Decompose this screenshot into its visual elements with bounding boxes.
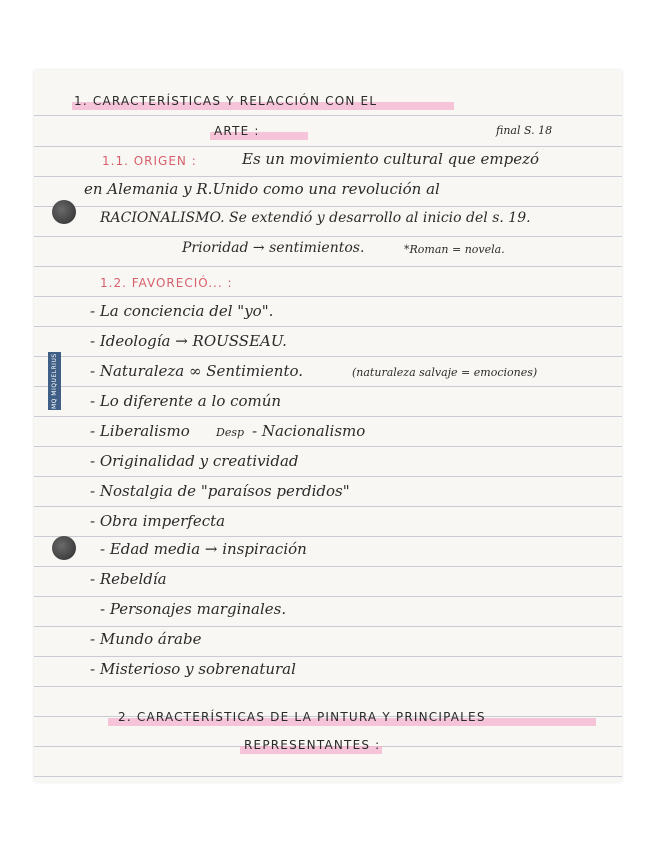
list-item: - Lo diferente a lo común <box>90 392 282 410</box>
binder-hole <box>52 536 76 560</box>
list-item: - Originalidad y creatividad <box>90 452 299 470</box>
naturaleza-note: (naturaleza salvaje = emociones) <box>352 366 538 379</box>
list-item: - Misterioso y sobrenatural <box>90 660 296 678</box>
list-item: - Nacionalismo <box>252 422 366 440</box>
section2-title: 2. CARACTERÍSTICAS DE LA PINTURA Y PRINCIPALES <box>118 710 486 724</box>
list-item: - Mundo árabe <box>90 630 202 648</box>
origin-text: Es un movimiento cultural que empezó <box>242 150 540 168</box>
list-item: - Ideología → ROUSSEAU. <box>90 332 287 350</box>
list-item: - La conciencia del "yo". <box>90 302 274 320</box>
section1-title-cont: ARTE : <box>214 124 260 138</box>
desp-note: Desp <box>216 426 245 439</box>
list-item: - Obra imperfecta <box>90 512 226 530</box>
brand-logo: MQ MIQUELRIUS <box>48 352 61 410</box>
date-note: final S. 18 <box>496 124 553 137</box>
binder-hole <box>52 200 76 224</box>
list-item: - Personajes marginales. <box>100 600 287 618</box>
list-item: - Liberalismo <box>90 422 190 440</box>
list-item: - Edad media → inspiración <box>100 540 307 558</box>
notebook-page <box>34 70 622 782</box>
favour-label: 1.2. FAVORECIÓ... : <box>100 276 233 290</box>
list-item: - Rebeldía <box>90 570 167 588</box>
origin-label: 1.1. ORIGEN : <box>102 154 197 168</box>
list-item: - Nostalgia de "paraísos perdidos" <box>90 482 350 500</box>
priority-line: Prioridad → sentimientos. <box>182 240 365 256</box>
section1-title: 1. CARACTERÍSTICAS Y RELACCIÓN CON EL <box>74 94 378 108</box>
origin-text: en Alemania y R.Unido como una revolución al <box>84 180 440 198</box>
roman-note: *Roman = novela. <box>404 243 505 256</box>
origin-text: RACIONALISMO. Se extendió y desarrollo al inicio del s. 19. <box>100 210 531 226</box>
section2-title-cont: REPRESENTANTES : <box>244 738 381 752</box>
list-item: - Naturaleza ∞ Sentimiento. <box>90 362 304 380</box>
